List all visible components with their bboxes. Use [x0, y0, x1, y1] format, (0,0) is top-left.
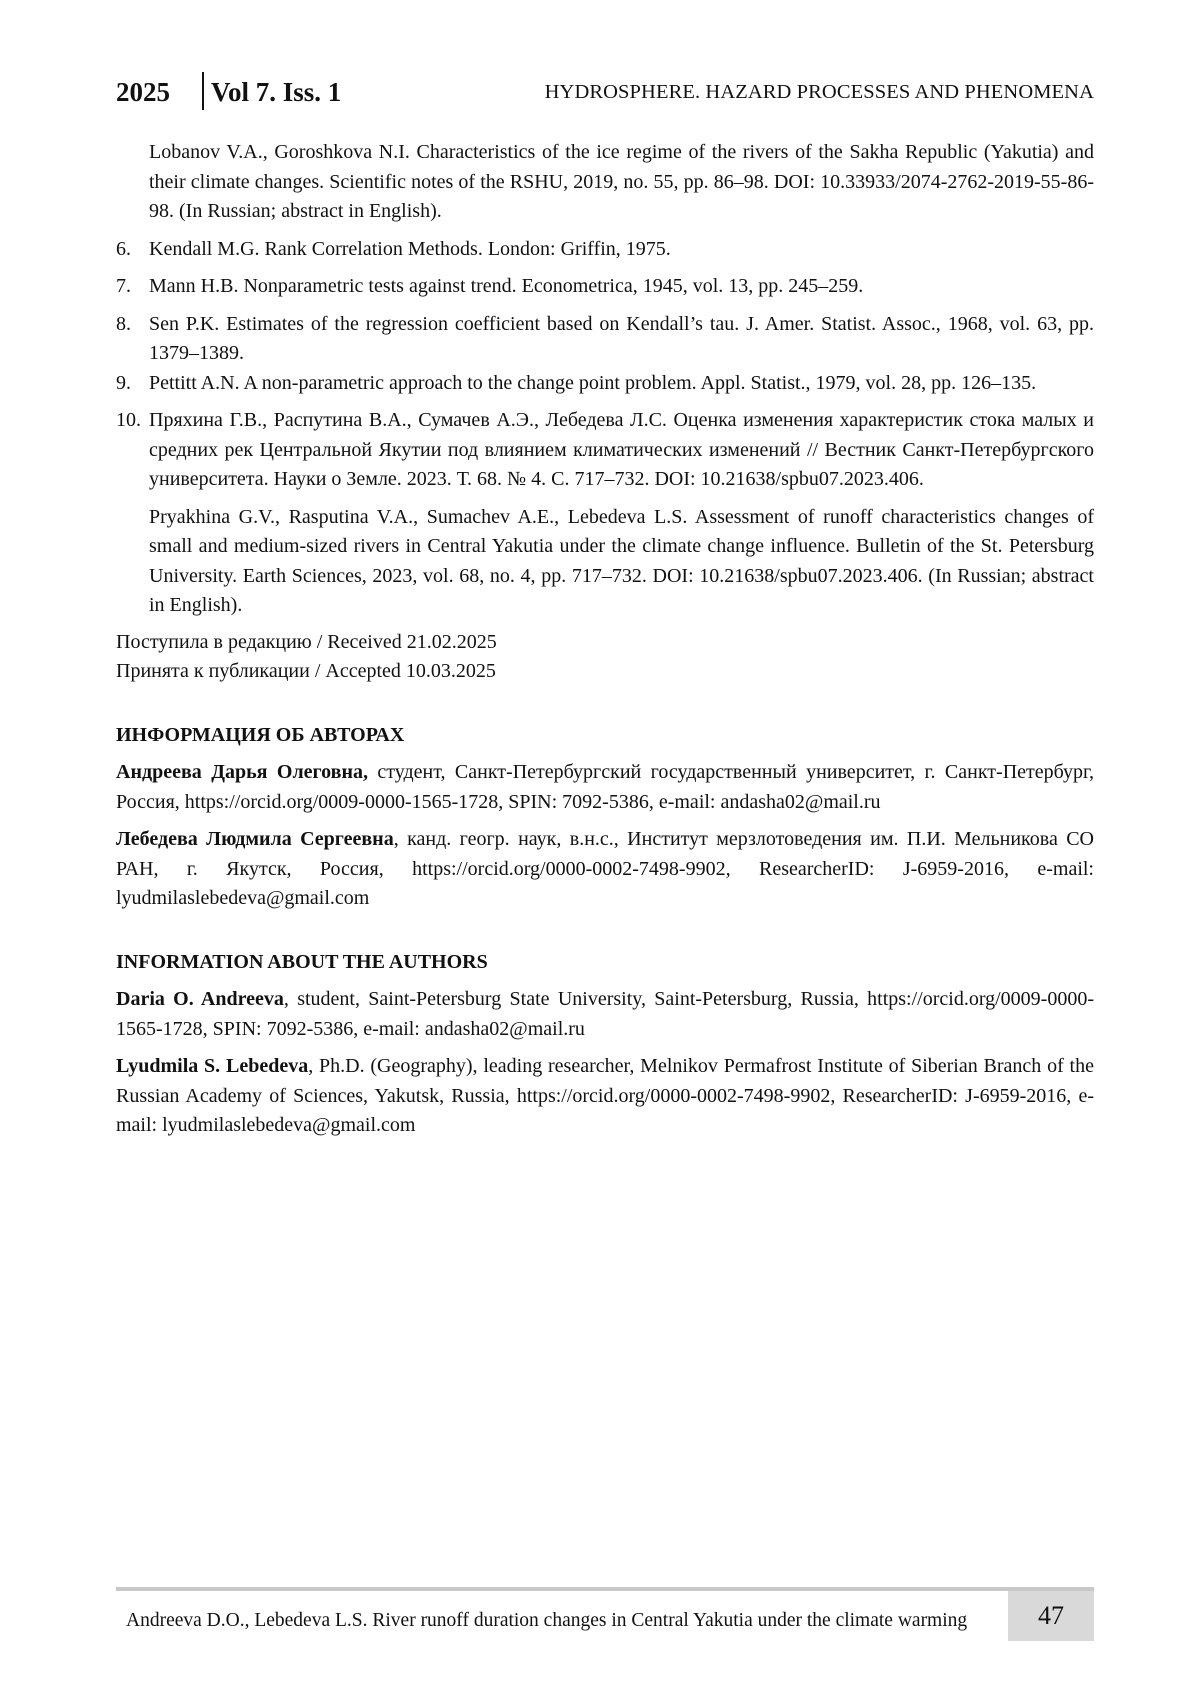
reference-text: Mann H.B. Nonparametric tests against trend. Econometrica, 1945, vol. 13, pp. 245–259.	[149, 275, 864, 297]
page-content	[116, 138, 1094, 1149]
reference-item	[116, 272, 1094, 302]
authors-en-heading: INFORMATION ABOUT THE AUTHORS	[116, 950, 488, 973]
author-en-2	[116, 1052, 1094, 1141]
header-journal-title: HYDROSPHERE. HAZARD PROCESSES AND PHENOMENA	[544, 81, 1094, 103]
reference-item	[116, 310, 1094, 369]
reference-text: Kendall M.G. Rank Correlation Methods. London: Griffin, 1975.	[149, 237, 671, 260]
reference-item	[116, 406, 1094, 495]
reference-number: 6.	[116, 237, 131, 260]
received-date: Поступила в редакцию / Received 21.02.2025	[116, 630, 497, 653]
reference-text: Пряхина Г.В., Распутина В.А., Сумачев А.Э., Лебедева Л.С. Оценка изменения характеристик стока малых и средних рек Центральной Якутии под влиянием климатических изменений // Вестник Санкт-Петербургского университета. Науки о Земле. 2023. Т. 68. № 4. С. 717–732. DOI: 10.21638/spbu07.2023.406.	[149, 409, 1094, 490]
reference-number: 8.	[116, 312, 131, 335]
author-name: Daria O. Andreeva	[116, 988, 284, 1010]
reference-5-translation: Lobanov V.A., Goroshkova N.I. Characteristics of the ice regime of the rivers of the Sakha Republic (Yakutia) and their climate changes. Scientific notes of the RSHU, 2019, no. 55, pp. 86–98. DOI: 10.33933/2074-2762-2019-55-86-98. (In Russian; abstract in English).	[149, 141, 1094, 222]
reference-item	[116, 369, 1094, 399]
author-details: студент, Санкт-Петербургский государственный университет, г. Санкт-Петербург, Россия, https://orcid.org/0009-0000-1565-1728, SPIN: 7092-5386, e-mail: andasha02@mail.ru	[116, 761, 1094, 813]
author-ru-2	[116, 825, 1094, 914]
reference-10-translation: Pryakhina G.V., Rasputina V.A., Sumachev A.E., Lebedeva L.S. Assessment of runoff characteristics changes of small and medium-sized rivers in Central Yakutia under the climate change influence. Bulletin of the St. Petersburg University. Earth Sciences, 2023, vol. 68, no. 4, pp. 717–732. DOI: 10.21638/spbu07.2023.406. (In Russian; abstract in English).	[149, 505, 1094, 616]
page-header	[116, 72, 1094, 112]
author-name: Lyudmila S. Lebedeva	[116, 1055, 309, 1077]
header-separator	[202, 72, 204, 110]
author-name: Андреева Дарья Олеговна,	[116, 761, 368, 783]
author-details: , канд. геогр. наук, в.н.с., Институт мерзлотоведения им. П.И. Мельникова СО РАН, г. Якутск, Россия, https://orcid.org/0000-0002-7498-9902, ResearcherID: J-6959-2016, e-mail: lyudmilaslebedeva@gmail.com	[116, 828, 1094, 909]
authors-ru-heading: ИНФОРМАЦИЯ ОБ АВТОРАХ	[116, 723, 405, 746]
header-year: 2025	[116, 77, 170, 107]
article-dates	[116, 628, 1094, 687]
page-number: 47	[1008, 1591, 1094, 1641]
footer-rule	[116, 1587, 1094, 1591]
reference-number: 7.	[116, 275, 131, 297]
reference-number: 9.	[116, 371, 131, 394]
reference-text: Sen P.K. Estimates of the regression coefficient based on Kendall’s tau. J. Amer. Statist. Assoc., 1968, vol. 63, pp. 1379–1389.	[149, 312, 1094, 364]
author-en-1	[116, 985, 1094, 1044]
author-details: , Ph.D. (Geography), leading researcher, Melnikov Permafrost Institute of Siberian Branch of the Russian Academy of Sciences, Yakutsk, Russia, https://orcid.org/0000-0002-7498-9902, ResearcherID: J-6959-2016, e-mail: lyudmilaslebedeva@gmail.com	[116, 1055, 1094, 1136]
accepted-date: Принята к публикации / Accepted 10.03.2025	[116, 660, 496, 682]
reference-text: Pettitt A.N. A non-parametric approach to the change point problem. Appl. Statist., 1979, vol. 28, pp. 126–135.	[149, 371, 1037, 394]
reference-item	[116, 235, 1094, 265]
author-ru-1	[116, 758, 1094, 817]
footer-running-title: Andreeva D.O., Lebedeva L.S. River runoff duration changes in Central Yakutia under the climate warming	[126, 1610, 968, 1631]
author-details: , student, Saint-Petersburg State University, Saint-Petersburg, Russia, https://orcid.org/0009-0000-1565-1728, SPIN: 7092-5386, e-mail: andasha02@mail.ru	[116, 988, 1094, 1040]
author-name: Лебедева Людмила Сергеевна	[116, 828, 394, 850]
header-volume-issue: Vol 7. Iss. 1	[211, 77, 342, 107]
reference-number: 10.	[116, 409, 141, 431]
